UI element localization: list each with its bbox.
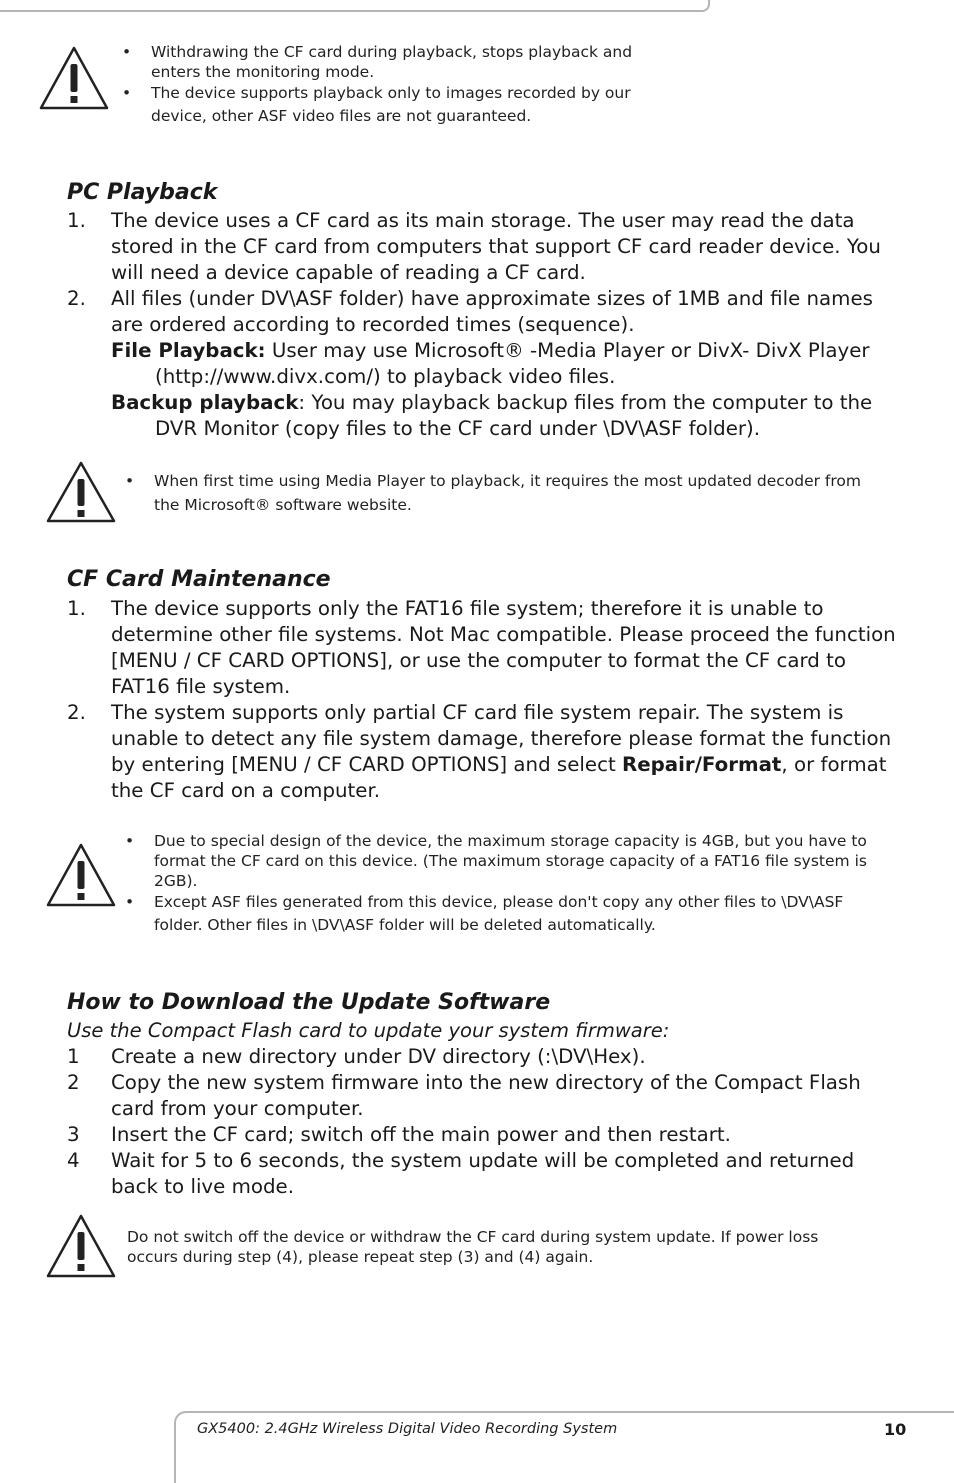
backup-playback-paragraph	[111, 390, 897, 442]
warning-icon	[45, 841, 117, 909]
note-bullet: • The device supports playback only to images recorded by our device, other ASF video files are not guaranteed.	[119, 82, 679, 128]
note-4: Do not switch off the device or withdraw the CF card during system update. If power loss occurs during step (4), please repeat step (3) and (4) again.	[127, 1228, 819, 1266]
note-3	[122, 831, 877, 937]
pc-playback-list	[67, 208, 897, 442]
item-text: All files (under DV\ASF folder) have approximate sizes of 1MB and file names are ordered according to recorded times (sequence).	[111, 287, 873, 336]
item-number: 1.	[67, 209, 86, 232]
item-text-tail: , or format the CF card on a computer.	[111, 753, 887, 802]
list-item	[67, 1148, 897, 1200]
note-1	[119, 42, 679, 128]
item-text: Insert the CF card; switch off the main power and then restart.	[111, 1123, 731, 1146]
cf-maintenance-list	[67, 596, 897, 804]
item-text: Copy the new system firmware into the new directory of the Compact Flash card from your computer.	[111, 1071, 861, 1120]
section-title-update: How to Download the Update Software	[67, 990, 551, 1015]
item-text: The device supports only the FAT16 file system; therefore it is unable to determine other file systems. Not Mac compatible. Please proceed the function [MENU / CF CARD OPTIONS], or use the computer to format the CF card to FAT16 file system.	[111, 597, 896, 698]
note-bullet: • When first time using Media Player to playback, it requires the most updated decoder from the Microsoft® software website.	[122, 469, 867, 517]
note-2	[122, 469, 867, 517]
top-frame	[0, 0, 710, 12]
file-playback-text: User may use Microsoft® -Media Player or DivX- DivX Player (http://www.divx.com/) to playback video files.	[155, 339, 870, 388]
item-number: 1	[67, 1045, 80, 1068]
item-text: Create a new directory under DV directory (:\DV\Hex).	[111, 1045, 646, 1068]
footer-title: GX5400: 2.4GHz Wireless Digital Video Recording System	[197, 1421, 618, 1437]
list-item	[67, 1070, 897, 1122]
item-number: 2	[67, 1071, 80, 1094]
backup-playback-text: : You may playback backup files from the computer to the DVR Monitor (copy files to the CF card under \DV\ASF folder).	[155, 391, 873, 440]
note-bullet: • Except ASF files generated from this device, please don't copy any other files to \DV\ASF folder. Other files in \DV\ASF folder will be deleted automatically.	[122, 891, 877, 937]
list-item	[67, 1044, 897, 1070]
item-number: 2.	[67, 287, 86, 310]
item-number: 4	[67, 1149, 80, 1172]
note-bullet: • Due to special design of the device, the maximum storage capacity is 4GB, but you have to format the CF card on this device. (The maximum storage capacity of a FAT16 file system is 2GB).	[122, 831, 877, 891]
update-subtitle: Use the Compact Flash card to update your system firmware:	[67, 1019, 670, 1042]
item-text: Wait for 5 to 6 seconds, the system update will be completed and returned back to live mode.	[111, 1149, 855, 1198]
list-item	[67, 1122, 897, 1148]
section-title-cf-maintenance: CF Card Maintenance	[67, 567, 331, 592]
item-number: 1.	[67, 597, 86, 620]
list-item	[67, 596, 897, 700]
warning-icon	[45, 1212, 117, 1280]
list-item	[67, 208, 897, 286]
file-playback-paragraph	[111, 338, 897, 390]
item-number: 2.	[67, 701, 86, 724]
list-item	[67, 286, 897, 442]
note-bullet: • Withdrawing the CF card during playback, stops playback and enters the monitoring mode.	[119, 42, 679, 82]
warning-icon	[38, 44, 110, 112]
page-number: 10	[884, 1420, 907, 1439]
repair-format-label: Repair/Format	[622, 753, 782, 776]
section-title-pc-playback: PC Playback	[67, 180, 218, 205]
warning-icon	[45, 459, 117, 525]
item-text: The system supports only partial CF card file system repair. The system is unable to detect any file system damage, therefore please format the function by entering [MENU / CF CARD OPTIONS] and select	[111, 701, 892, 776]
file-playback-label: File Playback:	[111, 339, 266, 362]
list-item	[67, 700, 897, 804]
update-steps-list	[67, 1044, 897, 1200]
item-text: The device uses a CF card as its main storage. The user may read the data stored in the CF card from computers that support CF card reader device. You will need a device capable of reading a CF card.	[111, 209, 881, 284]
backup-playback-label: Backup playback	[111, 391, 299, 414]
item-number: 3	[67, 1123, 80, 1146]
